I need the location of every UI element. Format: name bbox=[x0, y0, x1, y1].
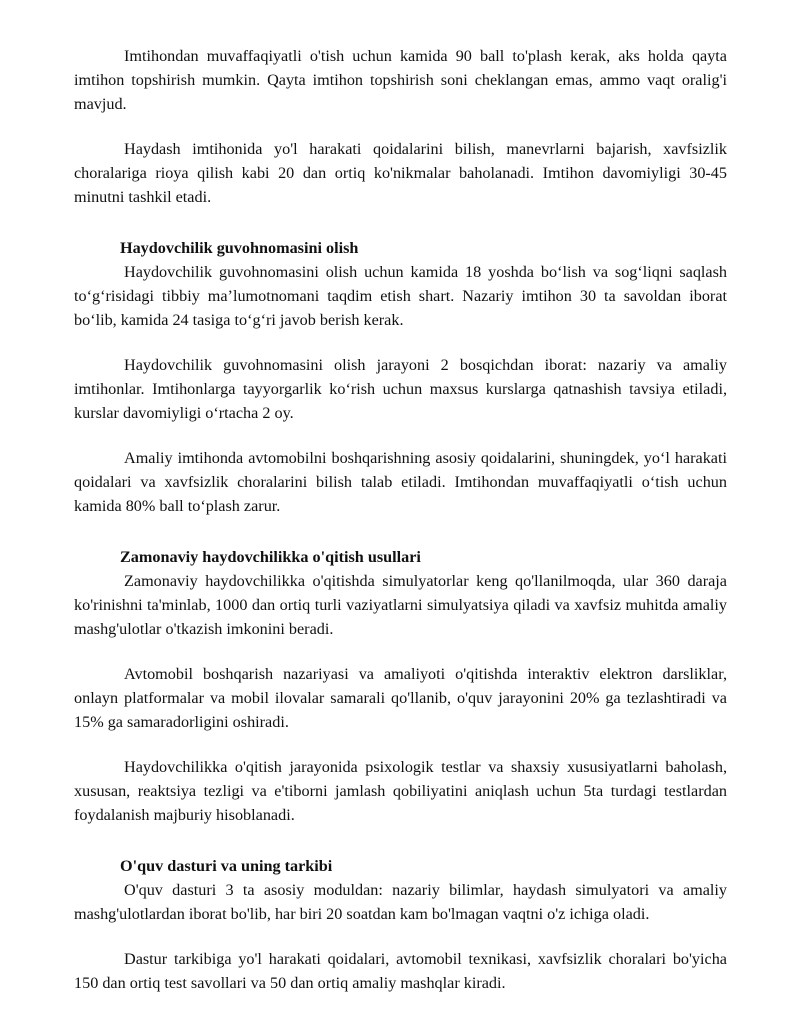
paragraph: Haydash imtihonida yo'l harakati qoidalarini bilish, manevrlarni bajarish, xavfsizlik choralariga rioya qilish kabi 20 dan ortiq ko'nikmalar baholanadi. Imtihon davomiyligi 30-45 minutni tashkil etadi. bbox=[74, 140, 727, 206]
paragraph: O'quv dasturi 3 ta asosiy moduldan: nazariy bilimlar, haydash simulyatori va amaliy mashg'ulotlardan iborat bo'lib, har biri 20 soatdan kam bo'lmagan vaqtni o'z ichiga oladi. bbox=[74, 881, 727, 923]
document-page bbox=[74, 44, 727, 1016]
paragraph: Zamonaviy haydovchilikka o'qitishda simulyatorlar keng qo'llanilmoqda, ular 360 daraja ko'rinishni ta'minlab, 1000 dan ortiq turli vaziyatlarni simulyatsiya qiladi va xavfsiz muhitda amaliy mashg'ulotlar o'tkazish imkonini beradi. bbox=[74, 572, 727, 638]
paragraph: Avtomobil boshqarish nazariyasi va amaliyoti o'qitishda interaktiv elektron darsliklar, onlayn platformalar va mobil ilovalar samarali qo'llanib, o'quv jarayonini 20% ga tezlashtiradi va 15% ga samaradorligini oshiradi. bbox=[74, 665, 727, 731]
paragraph: Imtihondan muvaffaqiyatli o'tish uchun kamida 90 ball to'plash kerak, aks holda qayta imtihon topshirish mumkin. Qayta imtihon topshirish soni cheklangan emas, ammo vaqt oralig'i mavjud. bbox=[74, 47, 727, 113]
paragraph: Haydovchilik guvohnomasini olish jarayoni 2 bosqichdan iborat: nazariy va amaliy imtihonlar. Imtihonlarga tayyorgarlik ko‘rish uchun maxsus kurslarga qatnashish tavsiya etiladi, kurslar davomiyligi o‘rtacha 2 oy. bbox=[74, 356, 727, 422]
section-heading: Haydovchilik guvohnomasini olish bbox=[120, 239, 359, 257]
paragraph: Amaliy imtihonda avtomobilni boshqarishning asosiy qoidalarini, shuningdek, yo‘l harakati qoidalari va xavfsizlik choralarini bilish talab etiladi. Imtihondan muvaffaqiyatli o‘tish uchun kamida 80% ball to‘plash zarur. bbox=[74, 449, 727, 515]
paragraph: Haydovchilikka o'qitish jarayonida psixologik testlar va shaxsiy xususiyatlarni baholash, xususan, reaktsiya tezligi va e'tiborni jamlash qobiliyatini aniqlash uchun 5ta turdagi testlardan foydalanish majburiy hisoblanadi. bbox=[74, 758, 727, 824]
paragraph: Haydovchilik guvohnomasini olish uchun kamida 18 yoshda bo‘lish va sog‘liqni saqlash to‘g‘risidagi tibbiy ma’lumotnomani taqdim etish shart. Nazariy imtihon 30 ta savoldan iborat bo‘lib, kamida 24 tasiga to‘g‘ri javob berish kerak. bbox=[74, 263, 727, 329]
paragraph: Dastur tarkibiga yo'l harakati qoidalari, avtomobil texnikasi, xavfsizlik choralari bo'yicha 150 dan ortiq test savollari va 50 dan ortiq amaliy mashqlar kiradi. bbox=[74, 950, 727, 992]
section-heading: O'quv dasturi va uning tarkibi bbox=[120, 857, 333, 875]
section-heading: Zamonaviy haydovchilikka o'qitish usullari bbox=[120, 548, 421, 566]
